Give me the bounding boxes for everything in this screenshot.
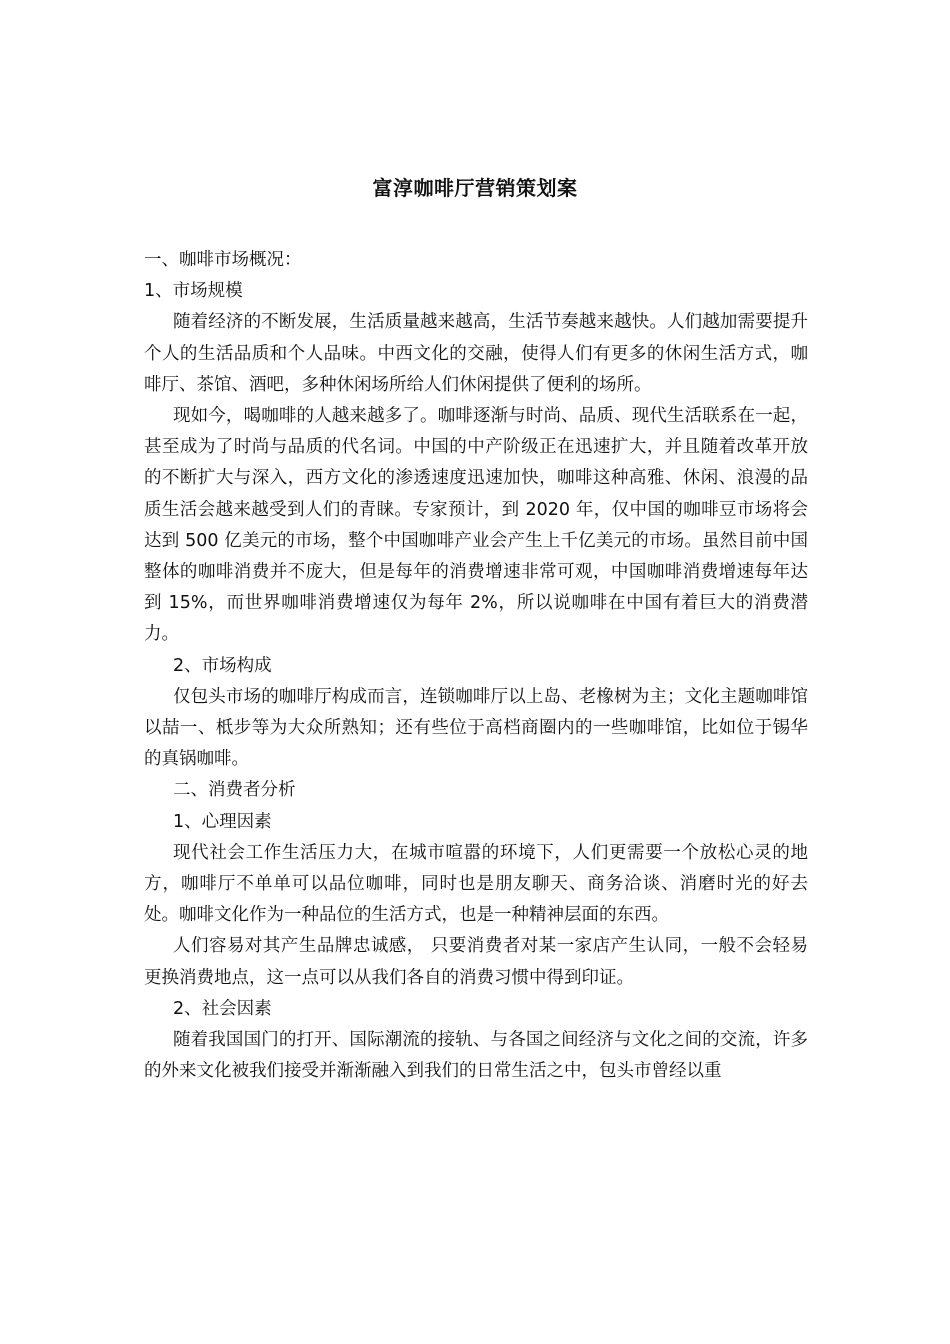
document-body <box>144 245 808 1087</box>
document-title: 富淳咖啡厅营销策划案 <box>372 176 578 200</box>
subheading-social-factors: 2、社会因素 <box>173 998 272 1019</box>
subheading-psychological-factors: 1、心理因素 <box>173 811 272 832</box>
section-heading-consumer-analysis: 二、消费者分析 <box>173 780 296 801</box>
subheading-market-composition: 2、市场构成 <box>173 655 272 676</box>
section-heading-market-overview: 一、咖啡市场概况： <box>144 250 302 270</box>
paragraph-coffee-trend: 现如今，喝咖啡的人越来越多了。咖啡逐渐与时尚、品质、现代生活联系在一起，甚至成为了时尚与品质的代名词。中国的中产阶级正在迅速扩大，并且随着改革开放的不断扩大与深入，西方文化的渗透速度迅速加快，咖啡这种高雅、休闲、浪漫的品质生活会越来越受到人们的青睐。专家预计，到 2020 年，仅中国的咖啡豆市场将会达到 500 亿美元的市场，整个中国咖啡产业会产生上千亿美元的市场。虽然目前中国整体的咖啡消费并不庞大，但是每年的消费增速非常可观，中国咖啡消费增速每年达到 15%，而世界咖啡消费增速仅为每年 2%，所以说咖啡在中国有着巨大的消费潜力。 <box>144 406 808 645</box>
paragraph-market-size: 随着经济的不断发展，生活质量越来越高，生活节奏越来越快。人们越加需要提升个人的生活品质和个人品味。中西文化的交融，使得人们有更多的休闲生活方式，咖啡厅、茶馆、酒吧，多种休闲场所给人们休闲提供了便利的场所。 <box>144 312 808 395</box>
paragraph-market-composition: 仅包头市场的咖啡厅构成而言，连锁咖啡厅以上岛、老橡树为主；文化主题咖啡馆以喆一、柢步等为大众所熟知；还有些位于高档商圈内的一些咖啡馆，比如位于锡华的真锅咖啡。 <box>144 686 808 770</box>
paragraph-social-factors: 随着我国国门的打开、国际潮流的接轨、与各国之间经济与文化之间的交流，许多的外来文化被我们接受并渐渐融入到我们的日常生活之中，包头市曾经以重 <box>144 1030 808 1082</box>
subheading-market-size: 1、市场规模 <box>144 281 243 302</box>
paragraph-psychological-factors: 现代社会工作生活压力大，在城市喧嚣的环境下，人们更需要一个放松心灵的地方，咖啡厅不单单可以品位咖啡，同时也是朋友聊天、商务洽谈、消磨时光的好去处。咖啡文化作为一种品位的生活方式，也是一种精神层面的东西。 <box>144 842 808 926</box>
paragraph-brand-loyalty: 人们容易对其产生品牌忠诚感， 只要消费者对某一家店产生认同，一般不会轻易更换消费地点，这一点可以从我们各自的消费习惯中得到印证。 <box>144 936 808 988</box>
